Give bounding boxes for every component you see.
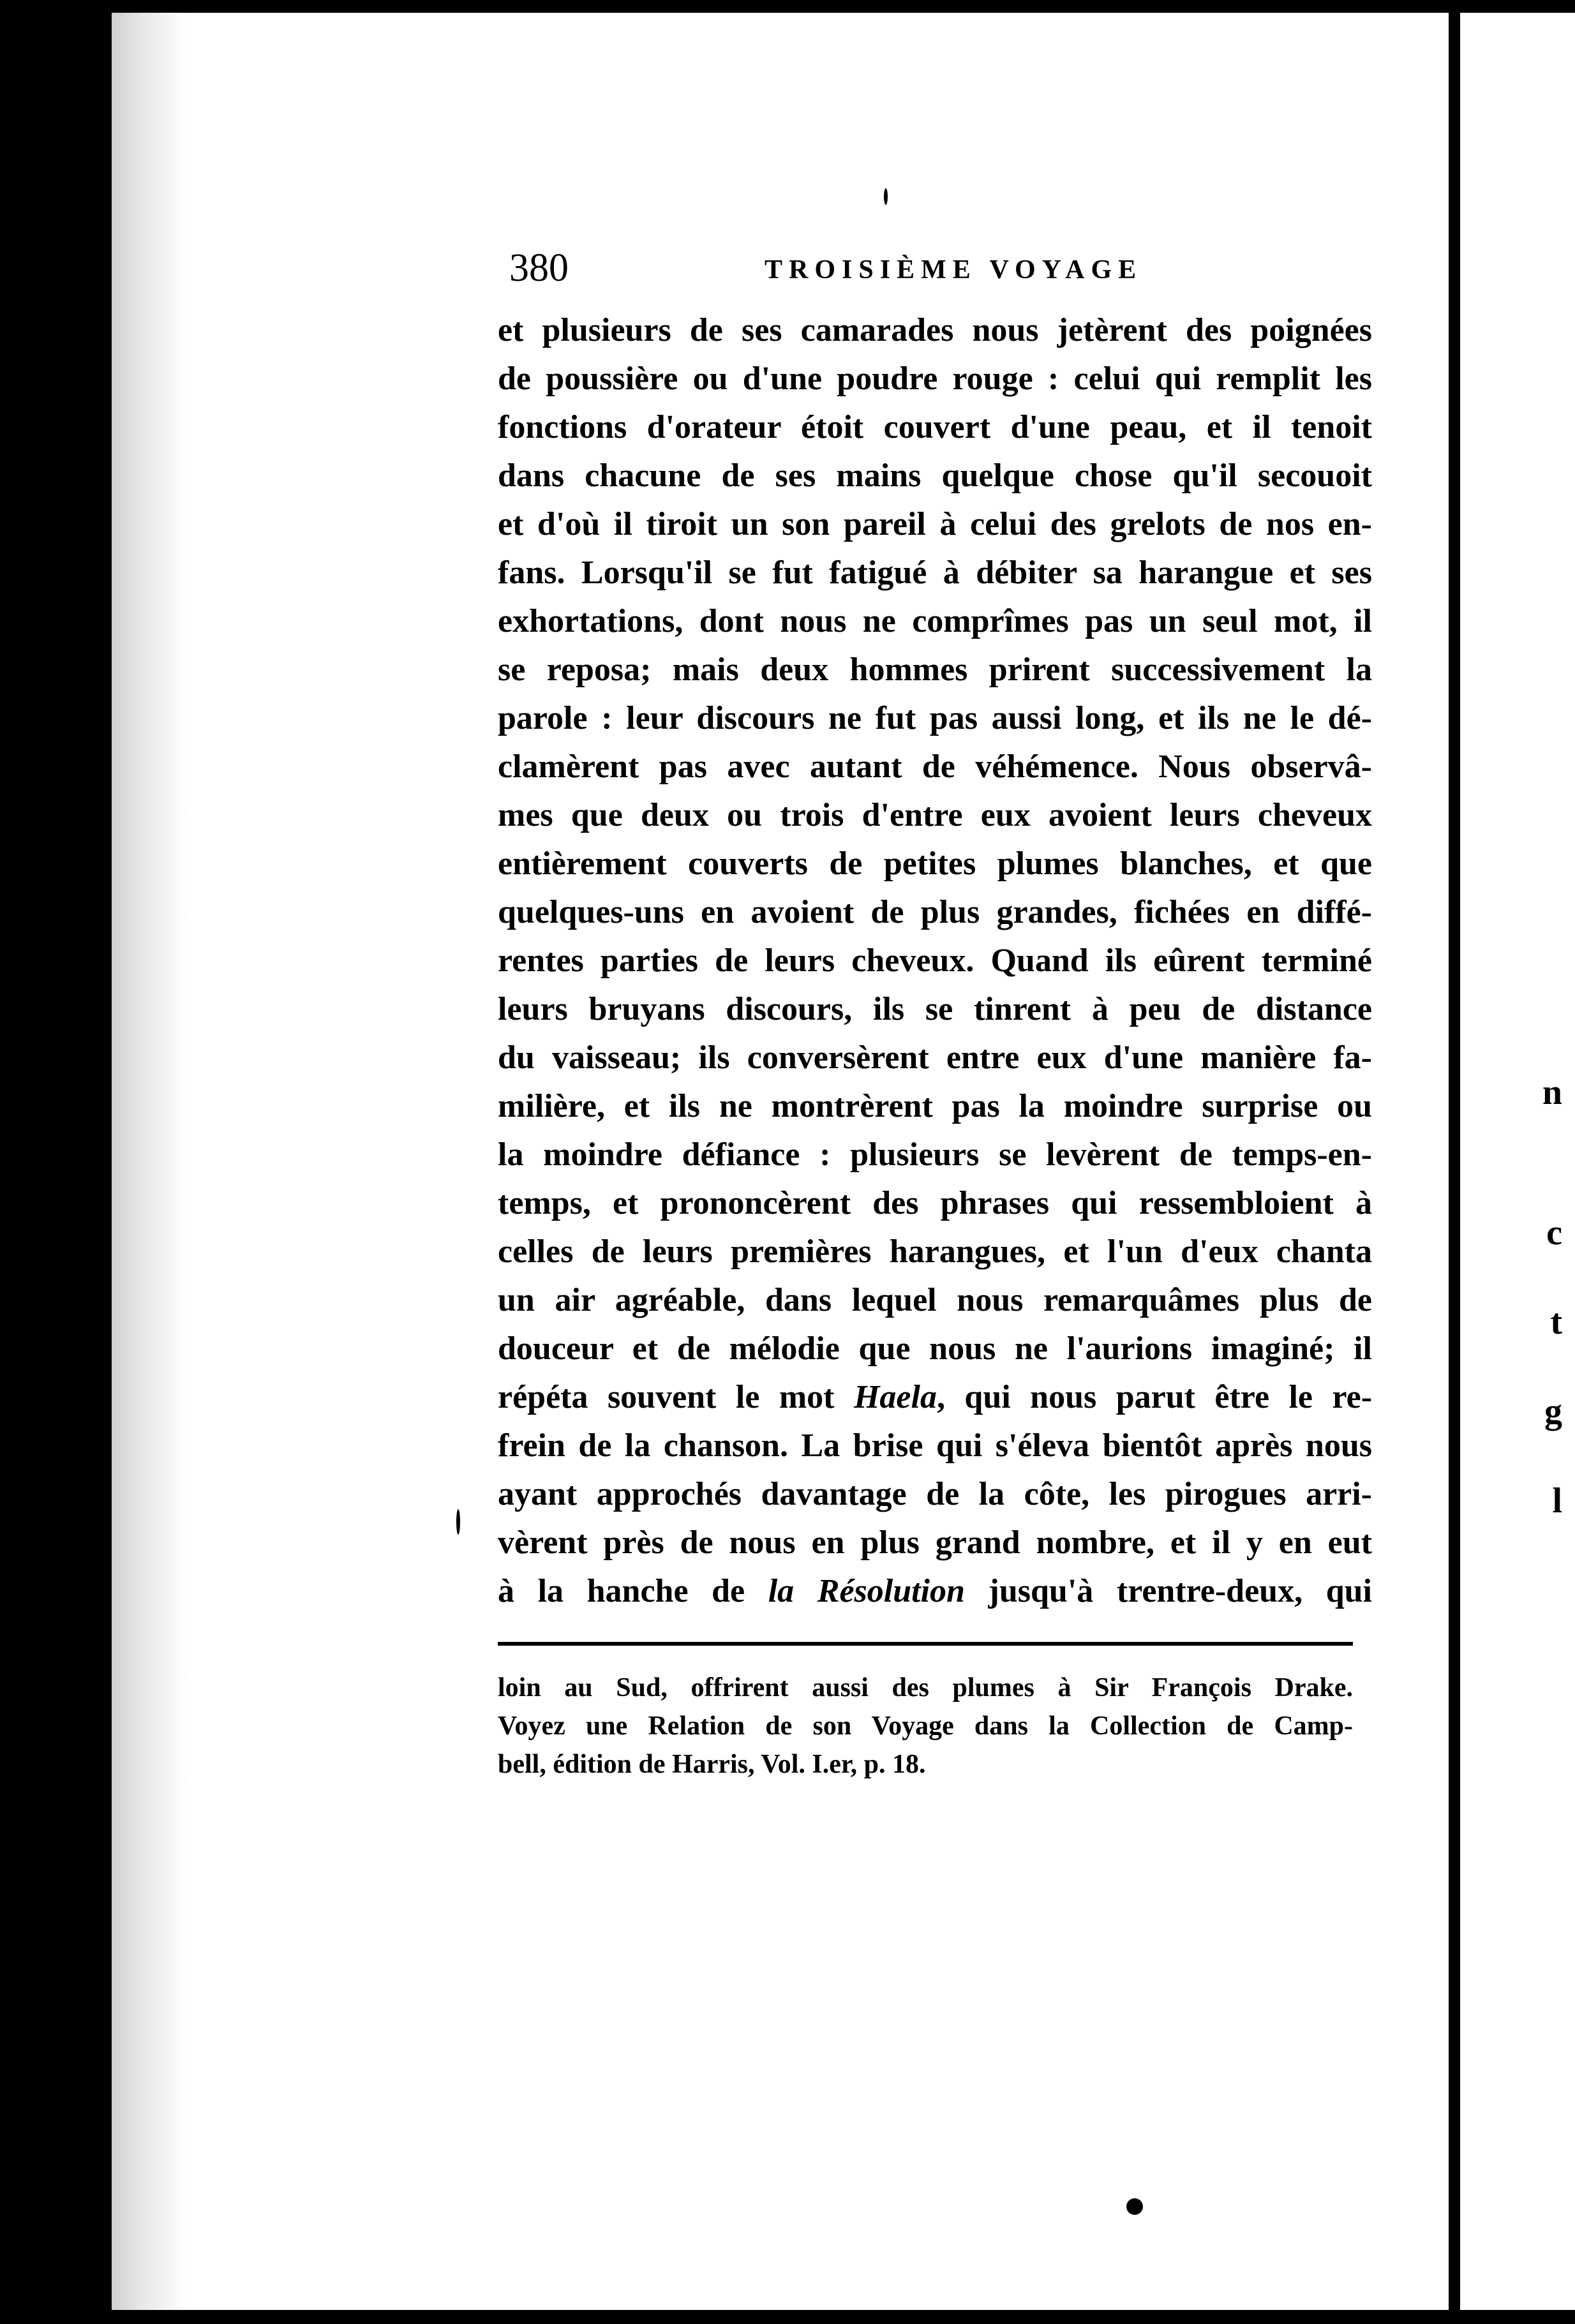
- footnote-rule: [498, 1642, 1353, 1646]
- text-line: milière, et ils ne montrèrent pas la moindre surprise ou: [498, 1088, 1372, 1124]
- text-line-resolution: [498, 1567, 1372, 1616]
- text-line: un air agréable, dans lequel nous remarquâmes plus de: [498, 1282, 1372, 1318]
- page-edge-shadow: [112, 13, 188, 2310]
- running-head: [509, 246, 1368, 297]
- text-line: rentes parties de leurs cheveux. Quand ils eûrent terminé: [498, 942, 1372, 979]
- body-text: [498, 306, 1372, 1616]
- text-line: celles de leurs premières harangues, et l'un d'eux chanta: [498, 1233, 1372, 1270]
- text-line: quelques-uns en avoient de plus grandes, fichées en diffé-: [498, 894, 1372, 930]
- text-line: temps, et prononcèrent des phrases qui ressembloient à: [498, 1185, 1372, 1221]
- facing-page-letter: g: [1544, 1392, 1562, 1431]
- facing-page-edge: [1460, 13, 1575, 2310]
- italic-ship-name: la Résolution: [768, 1573, 965, 1609]
- text-line: vèrent près de nous en plus grand nombre, et il y en eut: [498, 1524, 1372, 1561]
- text-line: de poussière ou d'une poudre rouge : celui qui remplit les: [498, 361, 1372, 397]
- text-line: la moindre défiance : plusieurs se levèrent de temps-en-: [498, 1136, 1372, 1173]
- text-line: frein de la chanson. La brise qui s'éleva bientôt après nous: [498, 1427, 1372, 1464]
- text-line: dans chacune de ses mains quelque chose qu'il secouoit: [498, 458, 1372, 494]
- text-line: et d'où il tiroit un son pareil à celui des grelots de nos en-: [498, 506, 1372, 542]
- page-number: 380: [509, 246, 569, 290]
- text-line: du vaisseau; ils conversèrent entre eux d'une manière fa-: [498, 1039, 1372, 1076]
- footnote: [498, 1669, 1353, 1784]
- facing-page-letter: t: [1550, 1302, 1562, 1342]
- text-line: fonctions d'orateur étoit couvert d'une peau, et il tenoit: [498, 409, 1372, 445]
- text-run: à la hanche de: [498, 1573, 768, 1609]
- facing-page-letter: l: [1552, 1481, 1562, 1521]
- text-line: et plusieurs de ses camarades nous jetèrent des poignées: [498, 312, 1372, 348]
- text-line: parole : leur discours ne fut pas aussi long, et ils ne le dé-: [498, 700, 1372, 736]
- book-gutter: [1449, 13, 1460, 2310]
- text-line: entièrement couverts de petites plumes blanches, et que: [498, 845, 1372, 882]
- text-line: fans. Lorsqu'il se fut fatigué à débiter sa harangue et ses: [498, 555, 1372, 591]
- footnote-line: loin au Sud, offrirent aussi des plumes à Sir François Drake.: [498, 1673, 1353, 1702]
- running-title: TROISIÈME VOYAGE: [765, 255, 1143, 285]
- text-line: leurs bruyans discours, ils se tinrent à peu de distance: [498, 991, 1372, 1027]
- footnote-line: bell, édition de Harris, Vol. I.er, p. 18.: [498, 1750, 926, 1779]
- footnote-line: Voyez une Relation de son Voyage dans la Collection de Camp-: [498, 1711, 1353, 1741]
- text-run: répéta souvent le mot: [498, 1379, 854, 1415]
- text-line: ayant approchés davantage de la côte, les pirogues arri-: [498, 1476, 1372, 1512]
- italic-word: Haela: [853, 1379, 937, 1415]
- ink-speck: [1126, 2198, 1143, 2215]
- text-line: douceur et de mélodie que nous ne l'aurions imaginé; il: [498, 1330, 1372, 1367]
- text-line: exhortations, dont nous ne comprîmes pas un seul mot, il: [498, 603, 1372, 639]
- ink-speck: [884, 188, 888, 205]
- facing-page-letter: n: [1542, 1073, 1562, 1112]
- text-run: jusqu'à trentre-deux, qui: [964, 1573, 1372, 1609]
- facing-page-letter: c: [1546, 1213, 1562, 1253]
- text-line-haela: [498, 1373, 1372, 1422]
- ink-speck: [456, 1509, 460, 1535]
- text-run: , qui nous parut être le re-: [936, 1379, 1372, 1415]
- text-line: clamèrent pas avec autant de véhémence. Nous observâ-: [498, 749, 1372, 785]
- text-line: mes que deux ou trois d'entre eux avoient leurs cheveux: [498, 797, 1372, 833]
- text-line: se reposa; mais deux hommes prirent successivement la: [498, 652, 1372, 688]
